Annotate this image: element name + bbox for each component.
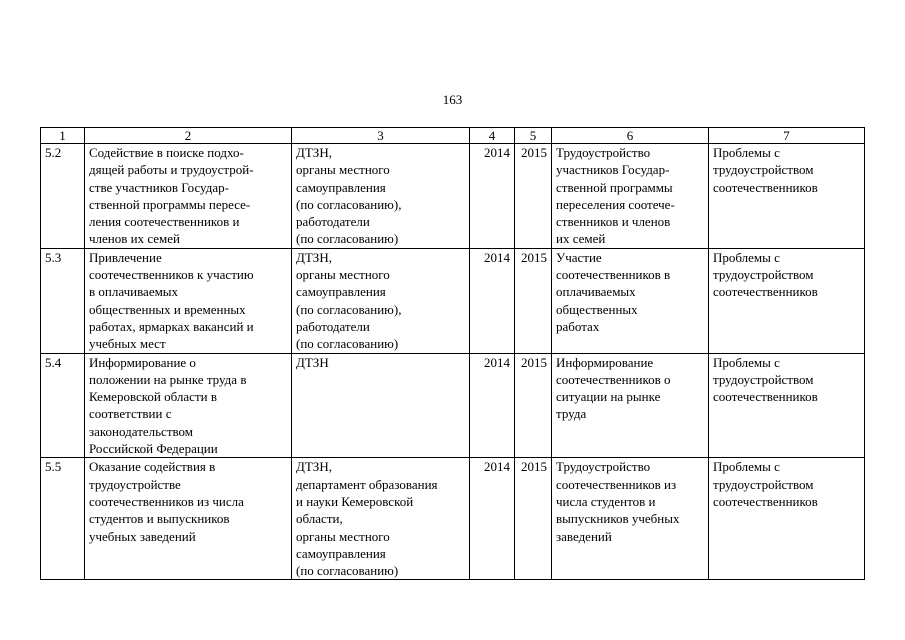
column-header: 6 [552,128,709,144]
start-year-cell: 2014 [470,353,515,458]
column-header: 2 [85,128,292,144]
result-cell: Трудоустройство участников Государ- ственной программы переселения соотече- ственников и членов их семей [552,144,709,249]
row-number: 5.5 [41,458,85,580]
start-year-cell: 2014 [470,458,515,580]
executor-cell: ДТЗН, департамент образования и науки Кемеровской области, органы местного самоуправления (по согласованию) [292,458,470,580]
problem-cell: Проблемы с трудоустройством соотечественников [709,458,865,580]
problem-cell: Проблемы с трудоустройством соотечественников [709,353,865,458]
column-header: 5 [515,128,552,144]
activity-cell: Привлечение соотечественников к участию в оплачиваемых общественных и временных работах, ярмарках вакансий и учебных мест [85,248,292,353]
row-number: 5.4 [41,353,85,458]
table-row [41,248,865,353]
row-number: 5.3 [41,248,85,353]
start-year-cell: 2014 [470,144,515,249]
end-year-cell: 2015 [515,144,552,249]
end-year-cell: 2015 [515,353,552,458]
column-header: 3 [292,128,470,144]
start-year-cell: 2014 [470,248,515,353]
measures-table [40,127,865,580]
problem-cell: Проблемы с трудоустройством соотечественников [709,144,865,249]
result-cell: Информирование соотечественников о ситуации на рынке труда [552,353,709,458]
activity-cell: Оказание содействия в трудоустройстве соотечественников из числа студентов и выпускников учебных заведений [85,458,292,580]
column-header: 1 [41,128,85,144]
activity-cell: Содействие в поиске подхо- дящей работы и трудоустрой- стве участников Государ- ственной программы пересе- ления соотечественников и членов их семей [85,144,292,249]
table-row [41,353,865,458]
executor-cell: ДТЗН [292,353,470,458]
result-cell: Трудоустройство соотечественников из числа студентов и выпускников учебных заведений [552,458,709,580]
executor-cell: ДТЗН, органы местного самоуправления (по согласованию), работодатели (по согласованию) [292,248,470,353]
table-header-row [41,128,865,144]
table-row [41,458,865,580]
executor-cell: ДТЗН, органы местного самоуправления (по согласованию), работодатели (по согласованию) [292,144,470,249]
row-number: 5.2 [41,144,85,249]
end-year-cell: 2015 [515,458,552,580]
page-number: 163 [442,92,463,107]
activity-cell: Информирование о положении на рынке труда в Кемеровской области в соответствии с законодательством Российской Федерации [85,353,292,458]
column-header: 4 [470,128,515,144]
result-cell: Участие соотечественников в оплачиваемых общественных работах [552,248,709,353]
problem-cell: Проблемы с трудоустройством соотечественников [709,248,865,353]
table-row [41,144,865,249]
end-year-cell: 2015 [515,248,552,353]
column-header: 7 [709,128,865,144]
